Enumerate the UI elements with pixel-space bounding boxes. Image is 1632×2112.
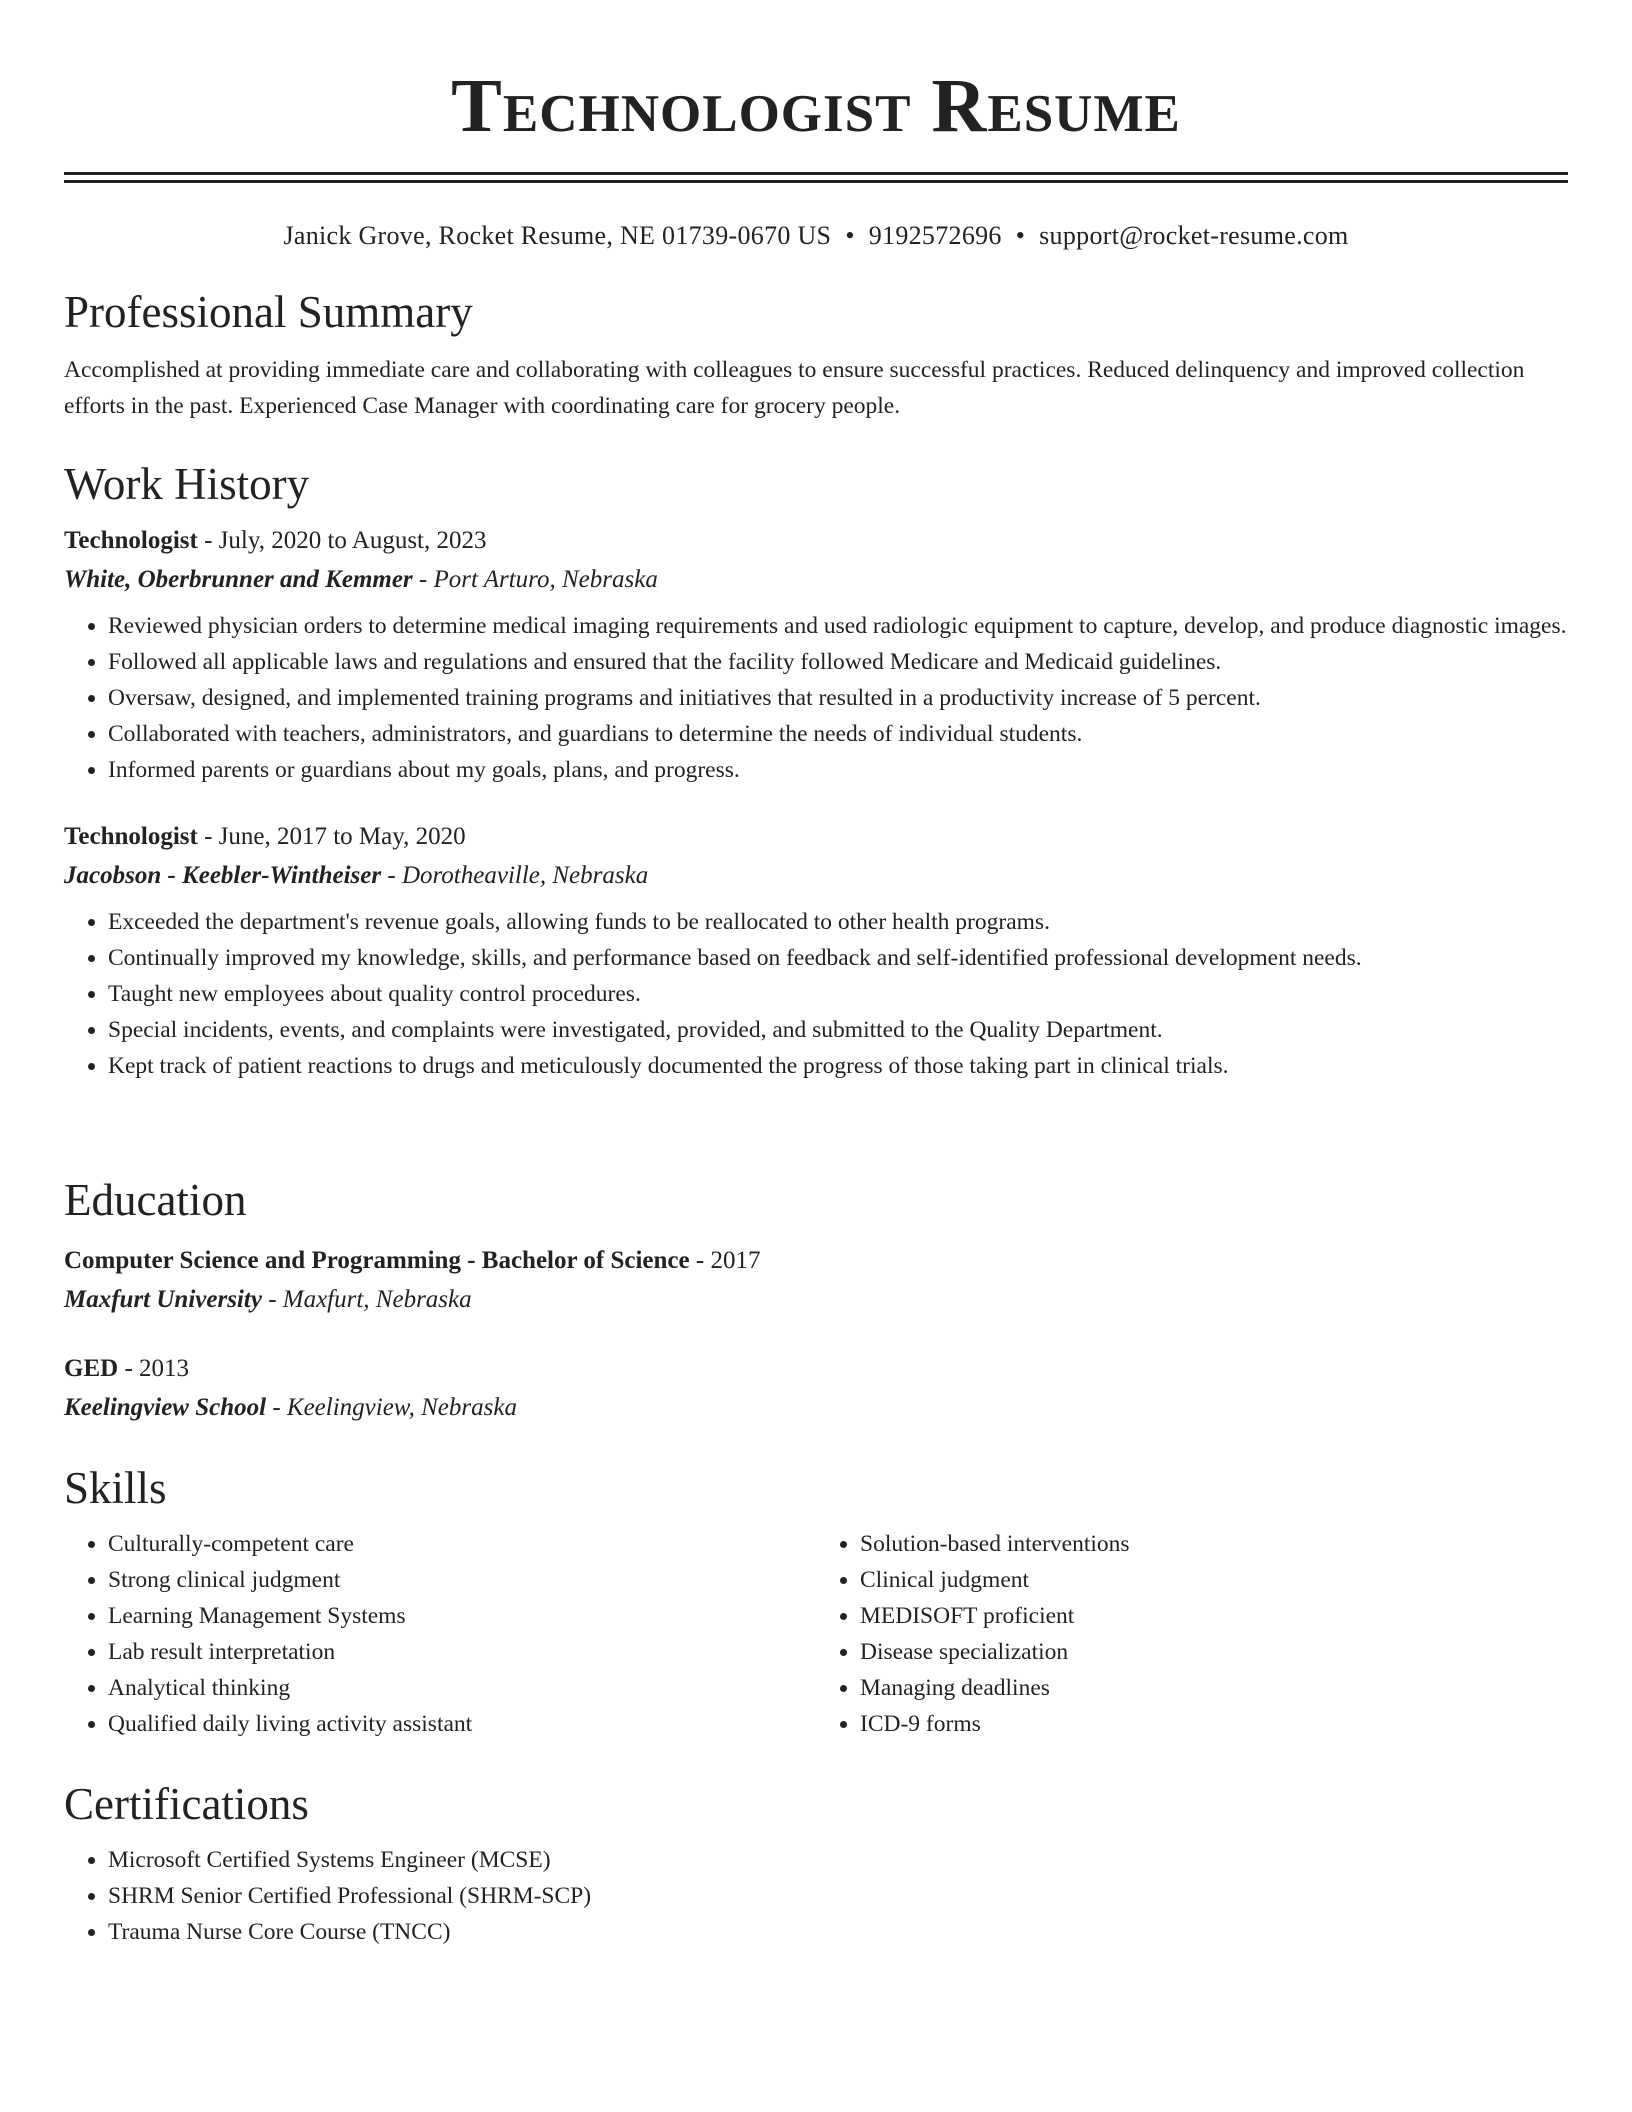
job-company: Jacobson - Keebler-Wintheiser: [64, 862, 382, 889]
list-item: • Qualified daily living activity assistant: [108, 1706, 816, 1742]
education-degree-line: [64, 1350, 1568, 1388]
list-item: • Culturally-competent care: [108, 1526, 816, 1562]
list-item: • Microsoft Certified Systems Engineer (MCSE): [108, 1842, 1568, 1878]
education-entry: [64, 1350, 1568, 1428]
list-item: • Solution-based interventions: [860, 1526, 1568, 1562]
list-item: • Special incidents, events, and complaints were investigated, provided, and submitted to the Quality Department.: [108, 1012, 1568, 1048]
job-company: White, Oberbrunner and Kemmer: [64, 566, 413, 593]
title-rule-bottom: [64, 180, 1568, 183]
job-dates: - July, 2020 to August, 2023: [197, 527, 487, 554]
job-title: Technologist: [64, 527, 198, 554]
list-item: • Followed all applicable laws and regulations and ensured that the facility followed Medicare and Medicaid guidelines.: [108, 644, 1568, 680]
skills-list-right: [816, 1526, 1568, 1742]
job-title-line: [64, 522, 1568, 560]
contact-separator: •: [845, 221, 855, 250]
job-entry: [64, 522, 1568, 788]
title-rule-top: [64, 172, 1568, 175]
list-item: • Kept track of patient reactions to drugs and meticulously documented the progress of those taking part in clinical trials.: [108, 1048, 1568, 1084]
certifications-list: [64, 1842, 1568, 1950]
list-item: • Collaborated with teachers, administrators, and guardians to determine the needs of individual students.: [108, 716, 1568, 752]
job-company-line: [64, 560, 1568, 600]
education-entry: [64, 1242, 1568, 1320]
job-location: - Port Arturo, Nebraska: [412, 566, 658, 593]
job-bullets: [64, 608, 1568, 788]
list-item: • Continually improved my knowledge, skills, and performance based on feedback and self-identified professional development needs.: [108, 940, 1568, 976]
job-title: Technologist: [64, 823, 198, 850]
skills-section: [64, 1460, 1568, 1742]
education-section: [64, 1172, 1568, 1428]
job-location: - Dorotheaville, Nebraska: [381, 862, 649, 889]
job-bullets: [64, 904, 1568, 1084]
list-item: • Clinical judgment: [860, 1562, 1568, 1598]
education-school-line: [64, 1280, 1568, 1320]
certifications-section: [64, 1776, 1568, 1950]
work-heading: Work History: [64, 459, 310, 509]
contact-email: support@rocket-resume.com: [1039, 221, 1349, 250]
education-school-line: [64, 1388, 1568, 1428]
list-item: • Disease specialization: [860, 1634, 1568, 1670]
education-school: Keelingview School: [64, 1394, 267, 1421]
list-item: • Analytical thinking: [108, 1670, 816, 1706]
list-item: • MEDISOFT proficient: [860, 1598, 1568, 1634]
job-company-line: [64, 856, 1568, 896]
job-dates: - June, 2017 to May, 2020: [197, 823, 466, 850]
education-year: - 2017: [689, 1247, 761, 1274]
education-degree-line: [64, 1242, 1568, 1280]
list-item: • SHRM Senior Certified Professional (SHRM-SCP): [108, 1878, 1568, 1914]
job-entry: [64, 818, 1568, 1084]
summary-section: [64, 284, 1568, 424]
skills-heading: Skills: [64, 1463, 167, 1513]
education-degree: GED: [64, 1355, 119, 1382]
education-heading: Education: [64, 1175, 247, 1225]
education-degree: Computer Science and Programming - Bachelor of Science: [64, 1247, 690, 1274]
list-item: • Learning Management Systems: [108, 1598, 816, 1634]
resume-title: Technologist Resume: [451, 64, 1181, 148]
list-item: • Lab result interpretation: [108, 1634, 816, 1670]
job-title-line: [64, 818, 1568, 856]
list-item: • Informed parents or guardians about my goals, plans, and progress.: [108, 752, 1568, 788]
list-item: • Taught new employees about quality control procedures.: [108, 976, 1568, 1012]
education-year: - 2013: [118, 1355, 190, 1382]
contact-address: Janick Grove, Rocket Resume, NE 01739-0670 US: [283, 221, 832, 250]
contact-phone: 9192572696: [868, 221, 1002, 250]
list-item: • ICD-9 forms: [860, 1706, 1568, 1742]
list-item: • Exceeded the department's revenue goals, allowing funds to be reallocated to other health programs.: [108, 904, 1568, 940]
contact-line: [64, 219, 1568, 253]
list-item: • Oversaw, designed, and implemented training programs and initiatives that resulted in a productivity increase of 5 percent.: [108, 680, 1568, 716]
education-location: - Maxfurt, Nebraska: [261, 1286, 472, 1313]
certifications-heading: Certifications: [64, 1779, 309, 1829]
summary-text: Accomplished at providing immediate care and collaborating with colleagues to ensure successful practices. Reduced delinquency and improved collection efforts in the past. Experienced Case Manager with coordinating care for grocery people.: [64, 357, 1525, 419]
education-location: - Keelingview, Nebraska: [266, 1394, 517, 1421]
list-item: • Trauma Nurse Core Course (TNCC): [108, 1914, 1568, 1950]
skills-list-left: [64, 1526, 816, 1742]
list-item: • Reviewed physician orders to determine medical imaging requirements and used radiologic equipment to capture, develop, and produce diagnostic images.: [108, 608, 1568, 644]
work-section: [64, 456, 1568, 1084]
contact-separator: •: [1015, 221, 1026, 250]
list-item: • Managing deadlines: [860, 1670, 1568, 1706]
skills-columns: [64, 1526, 1568, 1742]
summary-heading: Professional Summary: [64, 287, 473, 337]
education-school: Maxfurt University: [64, 1286, 262, 1313]
list-item: • Strong clinical judgment: [108, 1562, 816, 1598]
